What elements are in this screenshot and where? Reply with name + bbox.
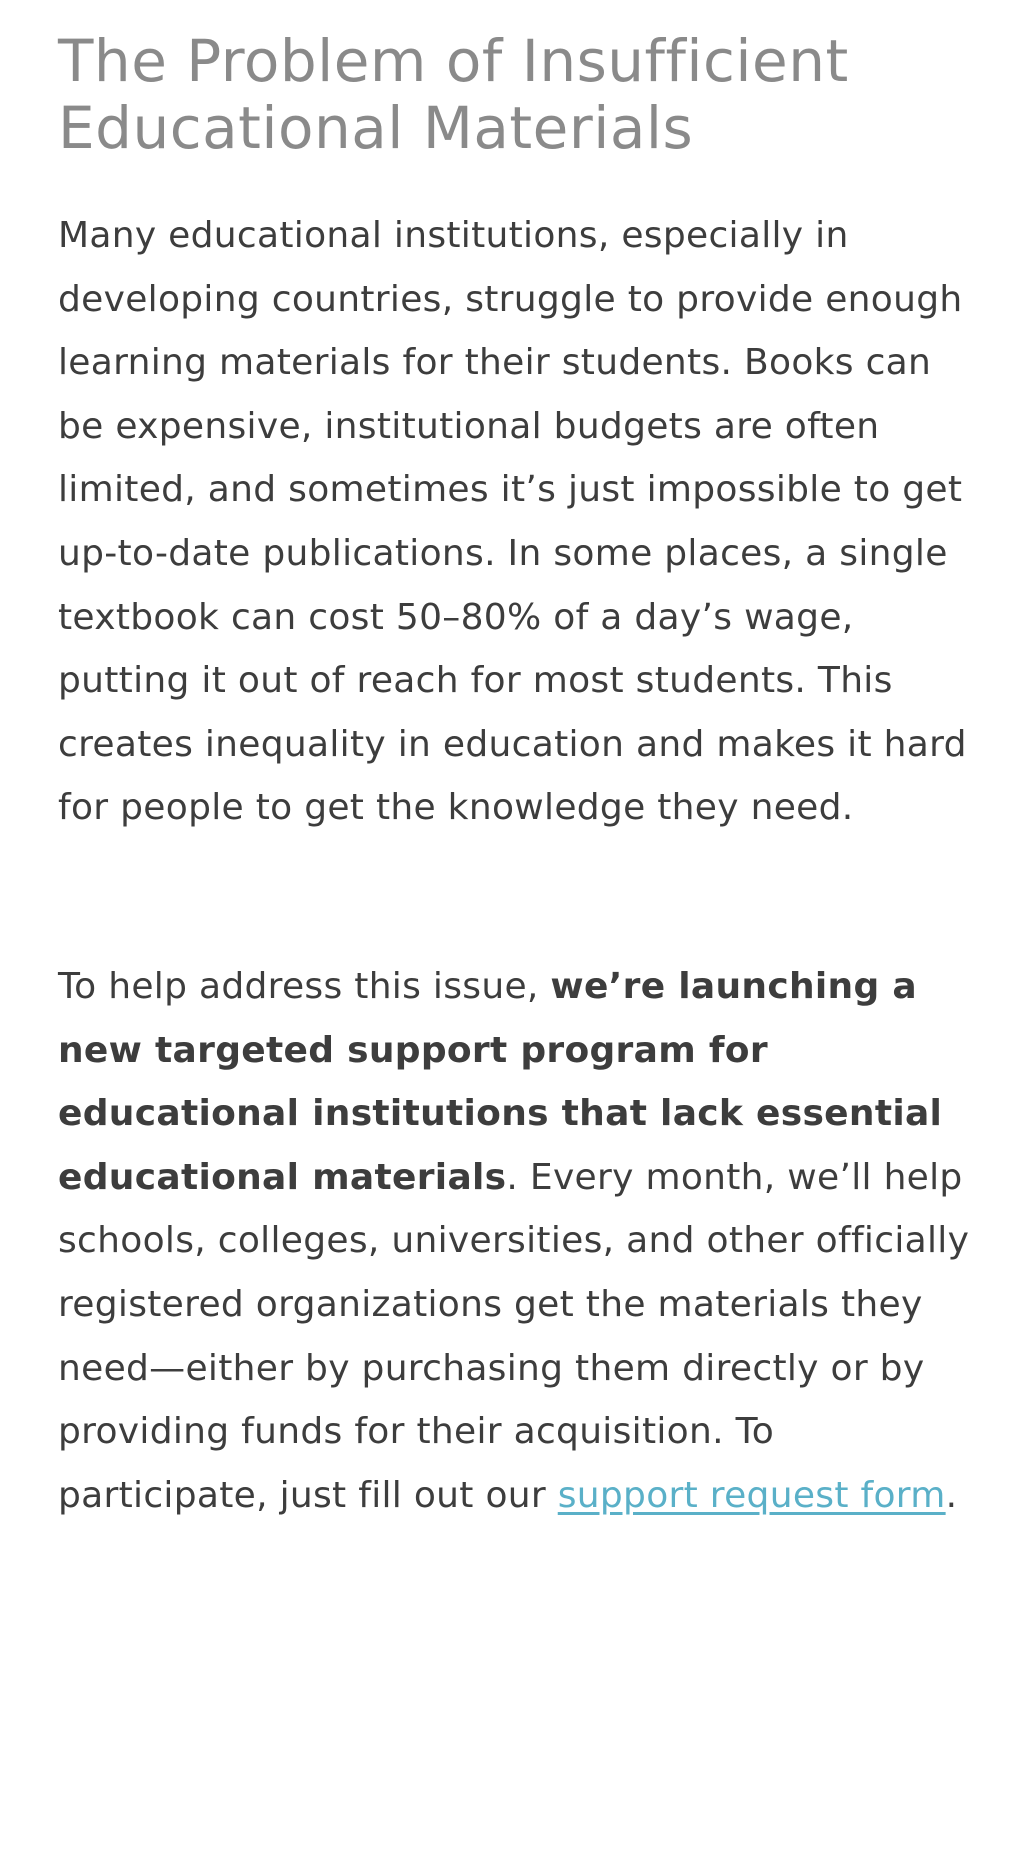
intro-paragraph: Many educational institutions, especially in developing countries, struggle to provide enough learning materials for their students. Books can be expensive, institutional budgets are often limited, and sometimes it’s just impossible to get up-to-date publications. In some places, a single textbook can cost 50–80% of a day’s wage, putting it out of reach for most students. This creates inequality in education and makes it hard for people to get the knowledge they need.	[58, 215, 967, 829]
support-request-form-link[interactable]: support request form	[557, 1474, 946, 1516]
program-highlight-text: we’re launching a new targeted support program for educational institutions that lack essential educational materials	[58, 965, 943, 1198]
program-tail-text: .	[945, 1474, 958, 1516]
program-lead-text: To help address this issue,	[58, 965, 551, 1007]
program-body-text: . Every month, we’ll help schools, colleges, universities, and other officially registered organizations get the materials they need—either by purchasing them directly or by providing funds for their acquisition. To participate, just fill out our	[58, 1156, 970, 1516]
program-paragraph	[58, 955, 978, 1527]
article	[58, 28, 978, 1527]
page-title: The Problem of Insufficient Educational Materials	[58, 27, 849, 162]
